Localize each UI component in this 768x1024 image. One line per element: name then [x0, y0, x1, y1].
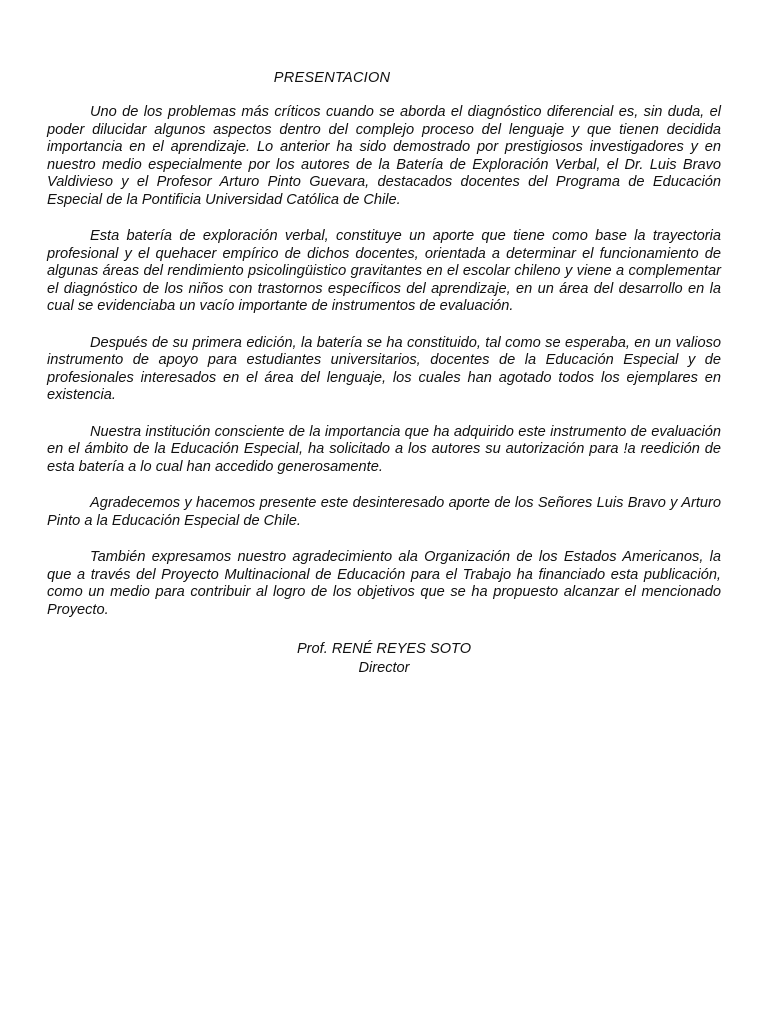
document-body	[47, 104, 721, 638]
signature-name: Prof. RENÉ REYES SOTO	[296, 641, 472, 657]
paragraph-4: Nuestra institución consciente de la importancia que ha adquirido este instrumento de evaluación en el ámbito de la Educación Especial, ha solicitado a los autores su autorización para !a reedición de esta batería a lo cual han accedido generosamente.	[47, 423, 721, 475]
paragraph-5: Agradecemos y hacemos presente este desinteresado aporte de los Señores Luis Bravo y Arturo Pinto a la Educación Especial de Chile.	[47, 495, 721, 529]
paragraph-1: Uno de los problemas más críticos cuando se aborda el diagnóstico diferencial es, sin duda, el poder dilucidar algunos aspectos dentro del complejo proceso del lenguaje y que tienen decidida importancia en el aprendizaje. Lo anterior ha sido demostrado por prestigiosos investigadores y en nuestro medio especialmente por los autores de la Batería de Exploración Verbal, el Dr. Luis Bravo Valdivieso y el Profesor Arturo Pinto Guevara, destacados docentes del Programa de Educación Especial de la Pontificia Universidad Católica de Chile.	[47, 104, 721, 208]
signature-block	[0, 640, 768, 678]
paragraph-2: Esta batería de exploración verbal, constituye un aporte que tiene como base la trayectoria profesional y el quehacer empírico de dichos docentes, orientada a determinar el funcionamiento de algunas áreas del rendimiento psicolingüistico gravitantes en el escolar chileno y viene a complementar el diagnóstico de los niños con trastornos específicos del aprendizaje, en un área del desarrollo en la cual se evidenciaba un vacío importante de instrumentos de evaluación.	[47, 228, 721, 314]
paragraph-3: Después de su primera edición, la batería se ha constituido, tal como se esperaba, en un valioso instrumento de apoyo para estudiantes universitarios, docentes de la Educación Especial y de profesionales interesados en el área del lenguaje, los cuales han agotado todos los ejemplares en existencia.	[47, 334, 721, 403]
signature-role: Director	[358, 660, 410, 676]
paragraph-6: También expresamos nuestro agradecimiento ala Organización de los Estados Americanos, la que a través del Proyecto Multinacional de Educación para el Trabajo ha financiado esta publicación, como un medio para contribuir al logro de los objetivos que se ha propuesto alcanzar el mencionado Proyecto.	[47, 549, 721, 618]
page-title: PRESENTACION	[273, 70, 391, 86]
